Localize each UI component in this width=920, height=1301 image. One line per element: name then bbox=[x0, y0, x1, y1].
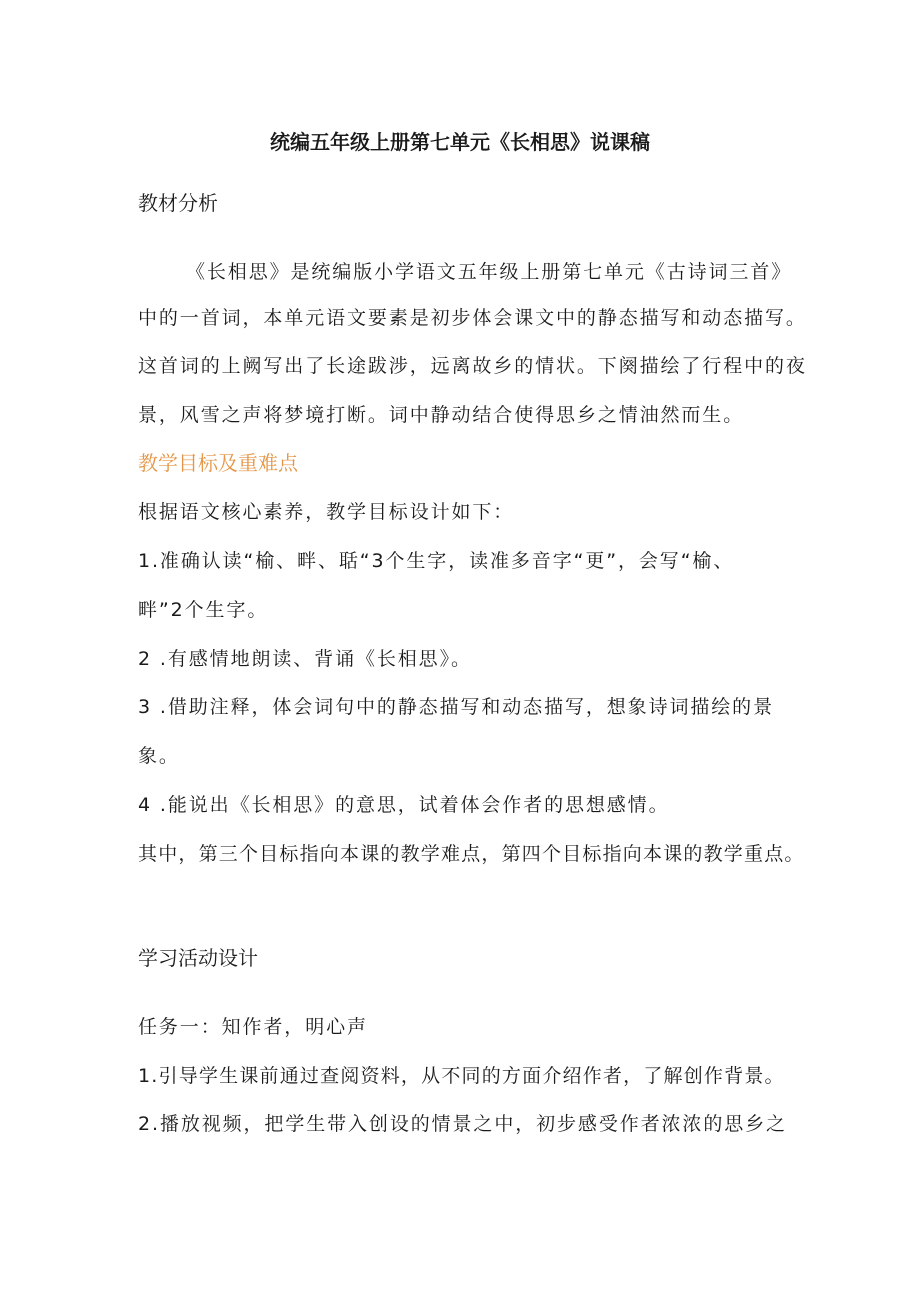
goal-item-line: 2 .有感情地朗读、背诵《长相思》。 bbox=[138, 648, 472, 670]
document-title: 统编五年级上册第七单元《长相思》说课稿 bbox=[270, 130, 650, 154]
activity-item-line: 1.引导学生课前通过查阅资料，从不同的方面介绍作者，了解创作背景。 bbox=[138, 1065, 785, 1087]
goals-intro: 根据语文核心素养，教学目标设计如下： bbox=[138, 501, 515, 523]
goal-item-line: 1.准确认读“榆、畔、聒“3个生字，读准多音字“更”，会写“榆、 bbox=[138, 550, 735, 572]
analysis-paragraph-line: 这首词的上阙写出了长途跋涉，远离故乡的情状。下阕描绘了行程中的夜 bbox=[138, 355, 807, 377]
goal-item-line: 3 .借助注释，体会词句中的静态描写和动态描写，想象诗词描绘的景 bbox=[138, 696, 774, 718]
goal-item-line: 畔”2个生字。 bbox=[138, 599, 269, 621]
section-heading-analysis: 教材分析 bbox=[138, 191, 218, 215]
analysis-paragraph-line: 景，风雪之声将梦境打断。词中静动结合使得思乡之情油然而生。 bbox=[138, 404, 745, 426]
goal-item-line: 象。 bbox=[138, 745, 180, 767]
analysis-paragraph-line: 中的一首词，本单元语文要素是初步体会课文中的静态描写和动态描写。 bbox=[138, 307, 807, 329]
goal-item-line: 4 .能说出《长相思》的意思，试着体会作者的思想感情。 bbox=[138, 794, 670, 816]
analysis-paragraph-line: 《长相思》是统编版小学语文五年级上册第七单元《古诗词三首》 bbox=[186, 261, 793, 283]
section-heading-goals: 教学目标及重难点 bbox=[138, 451, 298, 475]
activity-item-line: 2.播放视频，把学生带入创设的情景之中，初步感受作者浓浓的思乡之 bbox=[138, 1113, 787, 1135]
task-heading: 任务一：知作者，明心声 bbox=[138, 1016, 368, 1038]
section-heading-activities: 学习活动设计 bbox=[138, 946, 258, 970]
goals-summary: 其中，第三个目标指向本课的教学难点，第四个目标指向本课的教学重点。 bbox=[138, 843, 805, 865]
